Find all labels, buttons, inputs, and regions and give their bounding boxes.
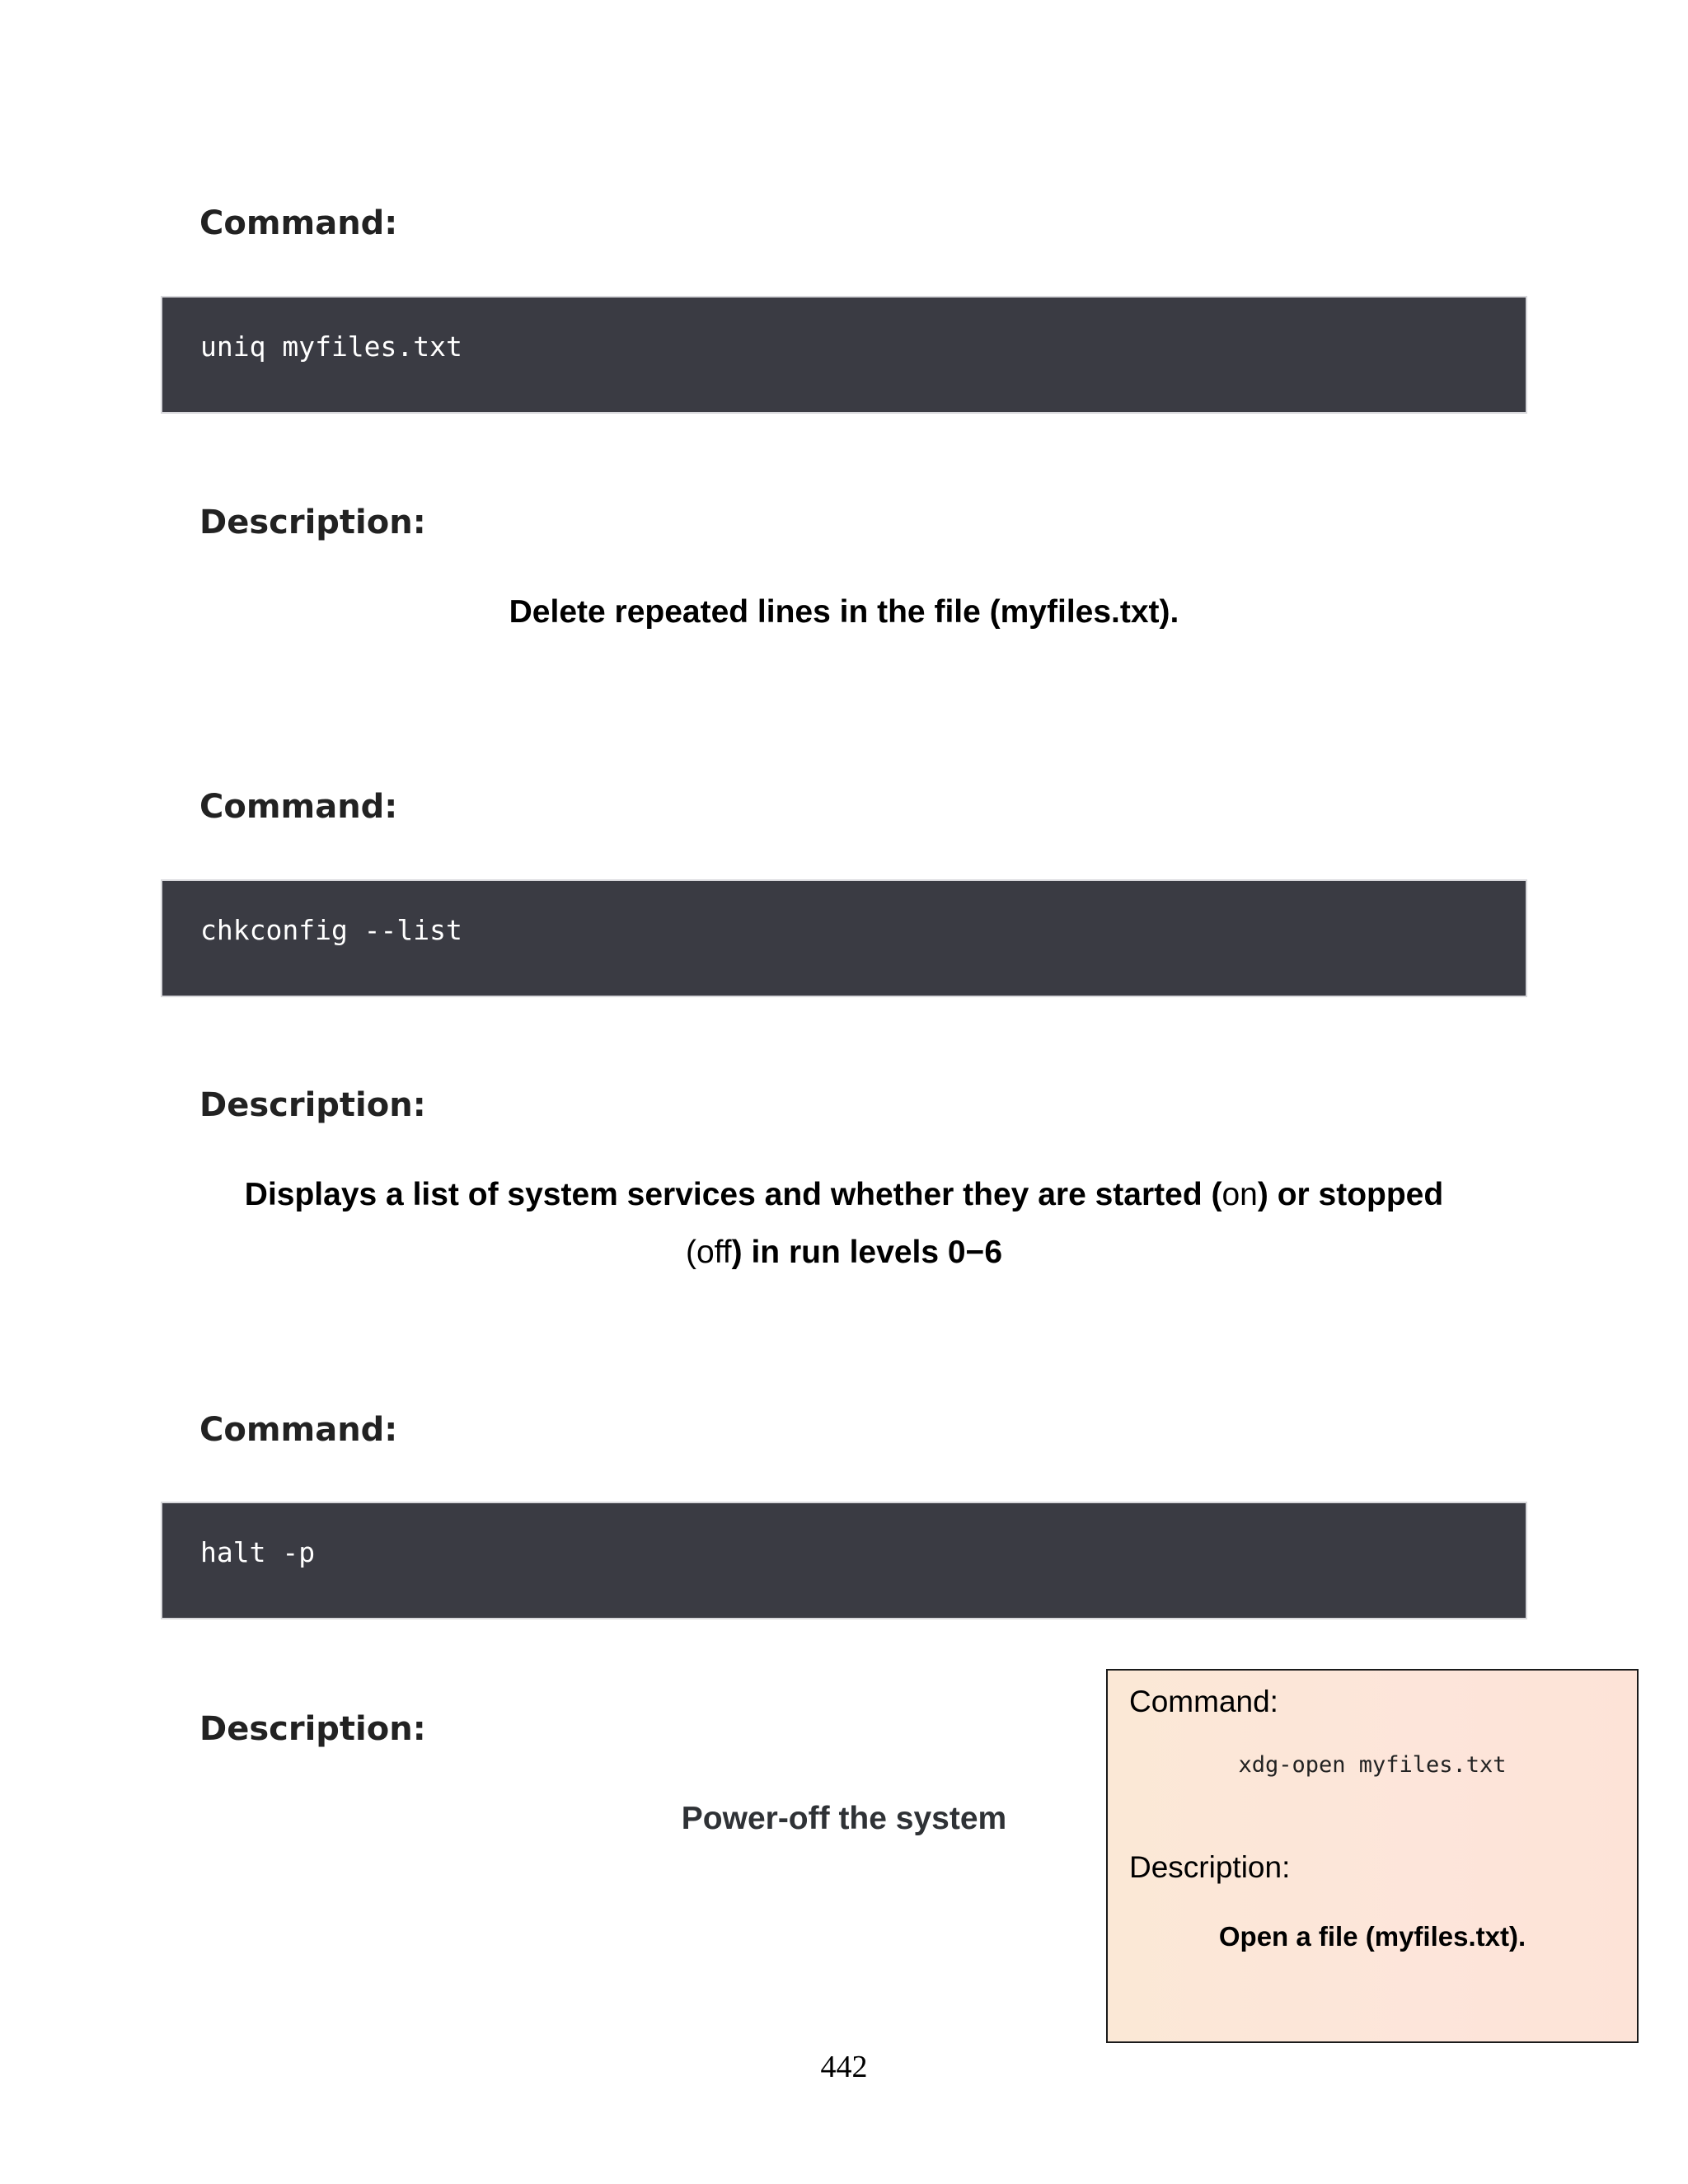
description-part-on: on — [1221, 1177, 1258, 1212]
description-part: ) or stopped — [1257, 1177, 1444, 1212]
command-text: halt -p — [200, 1536, 316, 1568]
description-part-off: off — [696, 1235, 732, 1270]
description-part: Displays a list of system services and whether they are started ( — [244, 1177, 1222, 1212]
note-description-label: Description: — [1129, 1850, 1291, 1884]
description-text: Delete repeated lines in the file (myfiles.txt). — [509, 594, 1179, 630]
command-label: Command: — [199, 788, 398, 826]
note-box — [1106, 1669, 1639, 2043]
description-label: Description: — [199, 1086, 426, 1124]
description-part: ) in run levels 0−6 — [731, 1235, 1003, 1270]
command-label: Command: — [199, 1411, 398, 1449]
note-description-text: Open a file (myfiles.txt). — [1218, 1921, 1526, 1952]
note-command-label: Command: — [1129, 1685, 1278, 1718]
note-command-text: xdg-open myfiles.txt — [1238, 1752, 1507, 1778]
command-text: chkconfig --list — [200, 914, 462, 946]
description-label: Description: — [199, 504, 426, 541]
code-block — [161, 1502, 1527, 1619]
description-text: Power-off the system — [681, 1801, 1007, 1836]
code-block — [161, 879, 1527, 997]
command-text: uniq myfiles.txt — [200, 330, 462, 363]
description-label: Description: — [199, 1710, 426, 1748]
description-text — [161, 1166, 1527, 1282]
command-label: Command: — [199, 204, 398, 242]
page-number: 442 — [820, 2050, 868, 2084]
code-block — [161, 296, 1527, 414]
description-part: ( — [685, 1235, 696, 1270]
